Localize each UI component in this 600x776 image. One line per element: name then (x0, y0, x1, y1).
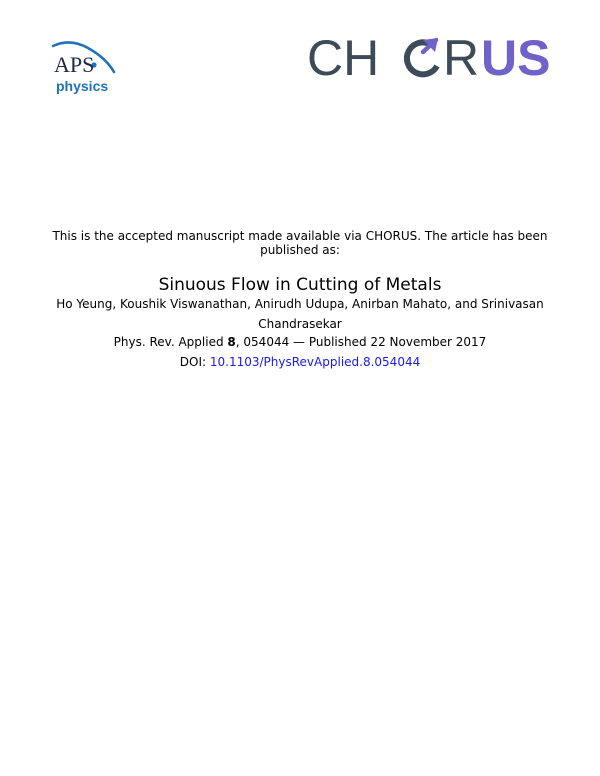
journal-name: Phys. Rev. Applied (113, 335, 224, 349)
article-title: Sinuous Flow in Cutting of Metals (158, 275, 442, 295)
chorus-logo-o-arrow-icon (407, 38, 438, 74)
article-authors: Ho Yeung, Koushik Viswanathan, Anirudh Udupa, Anirban Mahato, and Srinivasan Chandrasekar (56, 297, 544, 331)
chorus-intro-text: This is the accepted manuscript made available via CHORUS. The article has been published as: (52, 229, 548, 257)
chorus-logo-ch: CH (307, 30, 380, 82)
citation-details: , 054044 — Published 22 November 2017 (235, 335, 487, 349)
article-citation (0, 334, 600, 350)
doi-label: DOI: (179, 355, 207, 369)
aps-logo-text: APS (54, 52, 95, 77)
chorus-logo-r: R (443, 30, 480, 82)
article-doi (0, 354, 600, 370)
journal-volume: 8 (227, 335, 236, 349)
physics-logo-text: physics (56, 78, 109, 94)
chorus-logo-us: US (481, 30, 551, 82)
chorus-logo (307, 30, 557, 82)
doi-link[interactable]: 10.1103/PhysRevApplied.8.054044 (209, 355, 421, 369)
aps-physics-logo (50, 40, 120, 98)
